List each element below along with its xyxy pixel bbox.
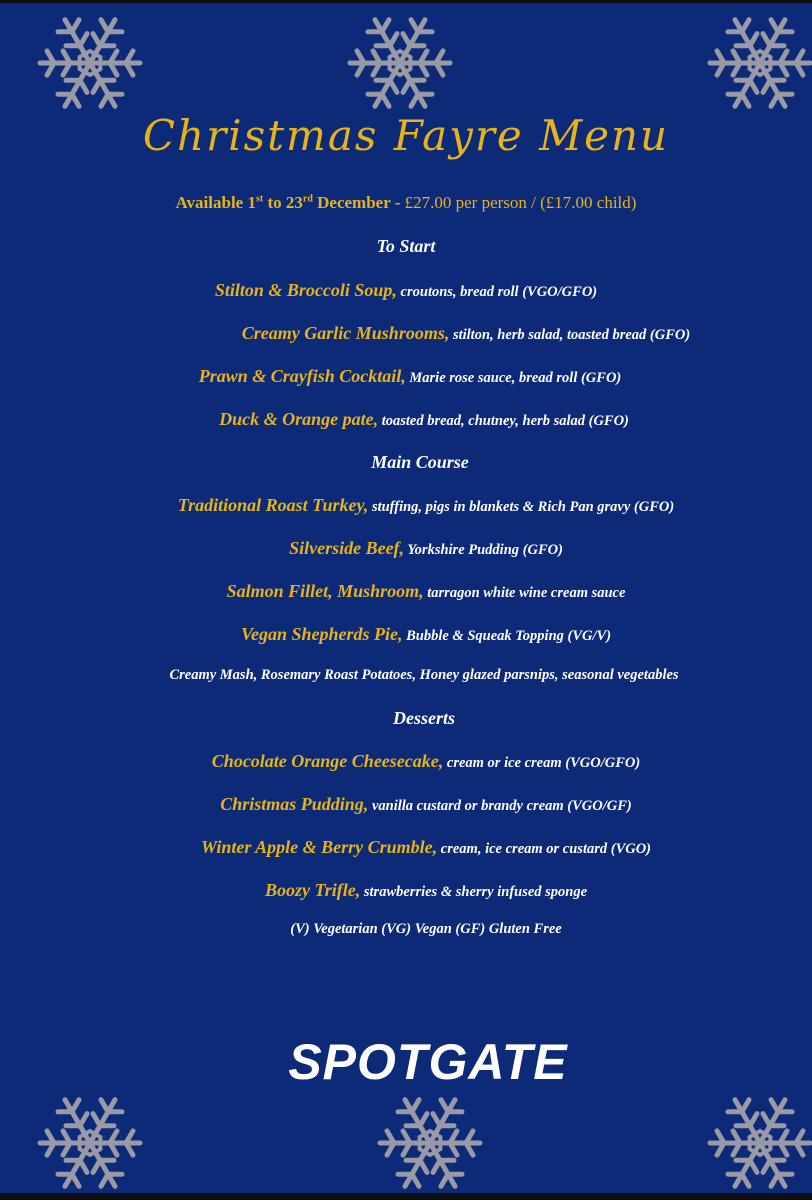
menu-item bbox=[60, 323, 812, 344]
dish-description: tarragon white wine cream sauce bbox=[423, 585, 626, 601]
menu-item bbox=[20, 495, 812, 516]
dish-description: Marie rose sauce, bread roll (GFO) bbox=[405, 370, 622, 386]
menu-item bbox=[20, 624, 812, 645]
snowflake-icon bbox=[15, 1088, 165, 1193]
menu-item bbox=[20, 794, 812, 815]
dish-name: Traditional Roast Turkey, bbox=[177, 495, 369, 515]
availability-line: Available 1st to 23rd December - £27.00 per person / (£17.00 child) bbox=[175, 193, 637, 212]
menu-item bbox=[20, 837, 812, 858]
dish-description: cream, ice cream or custard (VGO) bbox=[437, 841, 652, 857]
dish-name: Winter Apple & Berry Crumble, bbox=[200, 837, 438, 857]
dish-name: Christmas Pudding, bbox=[220, 794, 369, 814]
menu-item bbox=[18, 409, 812, 430]
dish-name: Chocolate Orange Cheesecake, bbox=[211, 751, 444, 771]
section-heading-desserts: Desserts bbox=[393, 708, 455, 728]
brand-name: SPOTGATE bbox=[288, 1034, 568, 1090]
menu-item bbox=[20, 538, 812, 559]
menu-item bbox=[20, 751, 812, 772]
snowflake-icon bbox=[685, 1088, 812, 1193]
dish-description: strawberries & sherry infused sponge bbox=[360, 884, 588, 900]
dietary-key: (V) Vegetarian (VG) Vegan (GF) Gluten Free bbox=[290, 921, 562, 937]
dish-description: stilton, herb salad, toasted bread (GFO) bbox=[449, 327, 691, 343]
snowflake-icon bbox=[355, 1088, 505, 1193]
snowflake-icon bbox=[685, 8, 812, 118]
snowflake-icon bbox=[325, 8, 475, 118]
dish-name: Silverside Beef, bbox=[289, 538, 405, 558]
sides-text: Creamy Mash, Rosemary Roast Potatoes, Honey glazed parsnips, seasonal vegetables bbox=[169, 667, 679, 683]
menu-item bbox=[20, 880, 812, 901]
dish-name: Salmon Fillet, Mushroom, bbox=[226, 581, 424, 601]
section-heading-main: Main Course bbox=[371, 452, 469, 472]
dish-name: Stilton & Broccoli Soup, bbox=[214, 280, 397, 300]
dish-name: Boozy Trifle, bbox=[264, 880, 361, 900]
snowflake-icon bbox=[15, 8, 165, 118]
price-text: £27.00 per person / (£17.00 child) bbox=[404, 193, 637, 212]
dish-description: Bubble & Squeak Topping (VG/V) bbox=[402, 628, 612, 644]
menu-title: Christmas Fayre Menu bbox=[142, 111, 670, 160]
menu-item bbox=[0, 280, 812, 301]
menu-item bbox=[20, 581, 812, 602]
dish-name: Creamy Garlic Mushrooms, bbox=[241, 323, 450, 343]
menu-poster bbox=[0, 3, 812, 1193]
menu-item bbox=[4, 366, 812, 387]
dish-description: toasted bread, chutney, herb salad (GFO) bbox=[378, 413, 629, 429]
dish-description: croutons, bread roll (VGO/GFO) bbox=[396, 284, 598, 300]
dish-name: Prawn & Crayfish Cocktail, bbox=[198, 366, 406, 386]
section-heading-start: To Start bbox=[376, 236, 436, 256]
dish-description: vanilla custard or brandy cream (VGO/GF) bbox=[368, 798, 632, 814]
dish-description: cream or ice cream (VGO/GFO) bbox=[443, 755, 641, 771]
dish-description: Yorkshire Pudding (GFO) bbox=[404, 542, 563, 558]
dish-description: stuffing, pigs in blankets & Rich Pan gravy (GFO) bbox=[368, 499, 675, 515]
dish-name: Duck & Orange pate, bbox=[219, 409, 379, 429]
dish-name: Vegan Shepherds Pie, bbox=[240, 624, 403, 644]
